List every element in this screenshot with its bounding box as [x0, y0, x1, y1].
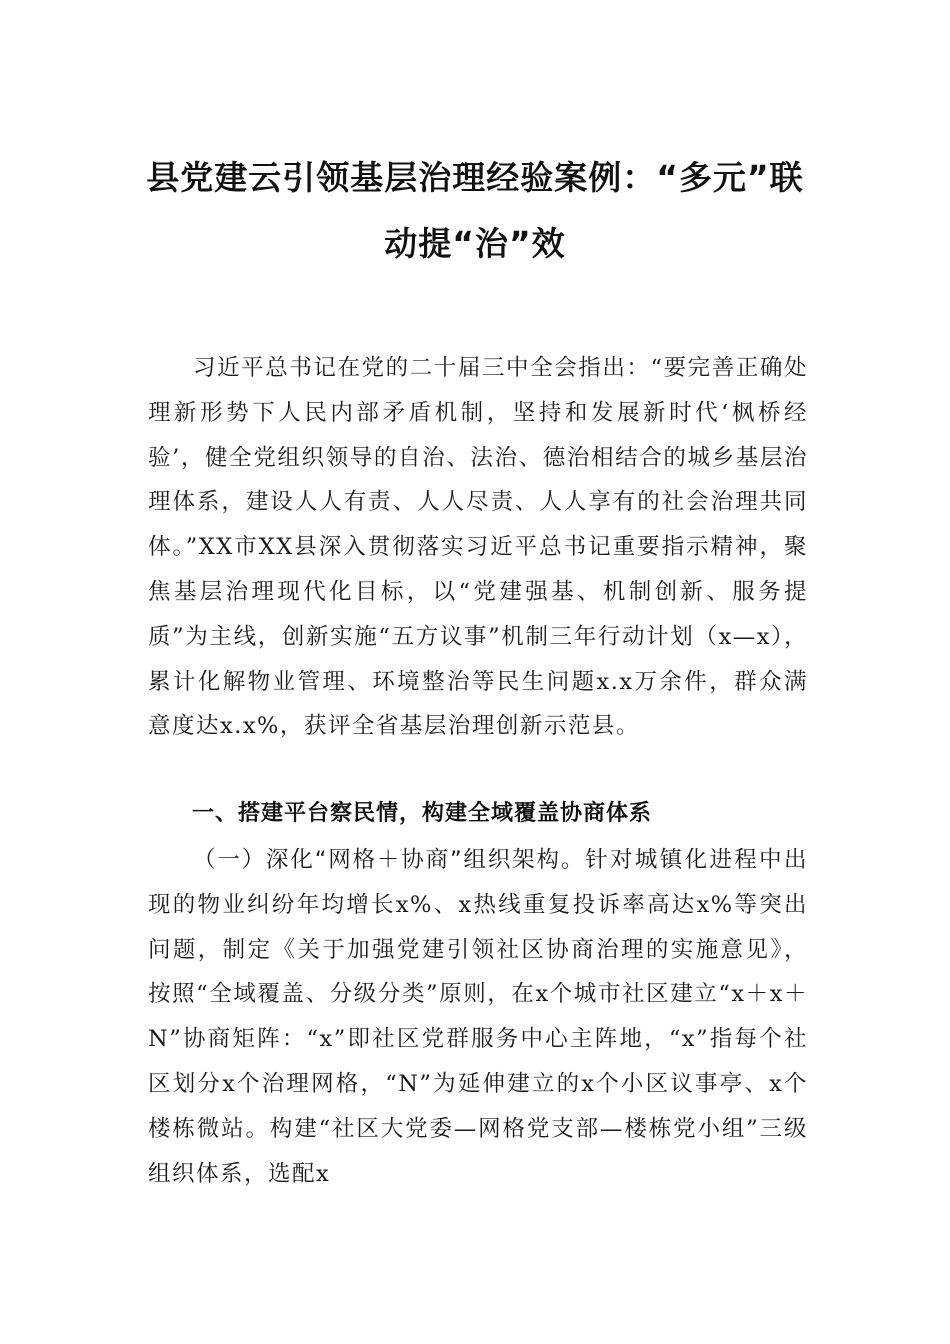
section-1-heading: 一、搭建平台察民情，构建全域覆盖协商体系 [192, 801, 653, 826]
section-1-paragraph [148, 838, 808, 1196]
subsection-1-body: 针对城镇化进程中出现的物业纠纷年均增长x%、x热线重复投诉率高达x%等突出问题，制定《关于加强党建引领社区协商治理的实施意见》，按照“全域覆盖、分级分类”原则，在x个城市社区建立“x＋x＋N”协商矩阵：“x”即社区党群服务中心主阵地，“x”指每个社区划分x个治理网格，“N”为延伸建立的x个小区议事亭、x个楼栋微站。构建“社区大党委—网格党支部—楼栋党小组”三级组织体系，选配x [148, 847, 808, 1187]
document-title: 县党建云引领基层治理经验案例：“多元”联动提“治”效 [146, 158, 804, 263]
subsection-1-heading: （一）深化“网格＋协商”组织架构。 [193, 847, 586, 873]
intro-paragraph: 习近平总书记在党的二十届三中全会指出：“要完善正确处理新形势下人民内部矛盾机制，坚持和发展新时代‘枫桥经验’，健全党组织领导的自治、法治、德治相结合的城乡基层治理体系，建设人人有责、人人尽责、人人享有的社会治理共同体。”XX市XX县深入贯彻落实习近平总书记重要指示精神，聚焦基层治理现代化目标，以“党建强基、机制创新、服务提质”为主线，创新实施“五方议事”机制三年行动计划（x—x），累计化解物业管理、环境整治等民生问题x.x万余件，群众满意度达x.x%，获评全省基层治理创新示范县。 [148, 355, 808, 740]
